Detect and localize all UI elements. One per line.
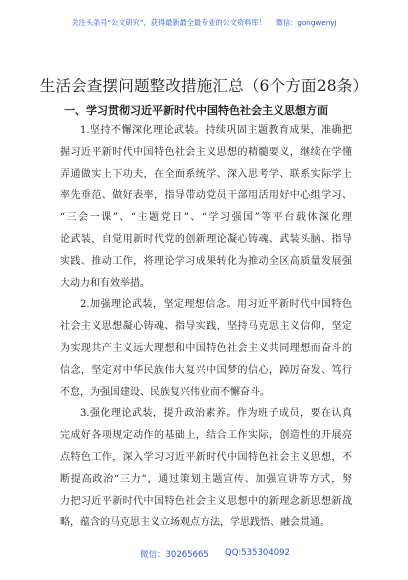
footer-wechat: 微信：30265665 bbox=[140, 550, 209, 560]
paragraph-line: 完成好各项规定动作的基础上，结合工作实际，创造性的开展亮 bbox=[60, 430, 352, 442]
paragraph-line: 断提高政治“三力”，通过策划主题宣传、加强宣讲等方式，努 bbox=[60, 473, 352, 485]
page-title: 生活会查摆问题整改措施汇总（6个方面28条） bbox=[39, 77, 369, 95]
paragraph-line: 为实现共产主义远大理想和中国特色社会主义共同理想而奋斗的 bbox=[60, 342, 352, 354]
paragraph-line: 不怠，为强国建设、民族复兴伟业而不懈奋斗。 bbox=[60, 386, 270, 398]
paragraph-line: 3.强化理论武装，提升政治素养。作为班子成员，要在认真 bbox=[80, 408, 352, 420]
paragraph-line: “三会一课”、“主题党日”、“学习强国”等平台载体深化理 bbox=[60, 212, 352, 224]
paragraph-line: 信念，坚定对中华民族伟大复兴中国梦的信心，踔厉奋发、笃行 bbox=[60, 364, 352, 376]
paragraph-line: 2.加强理论武装，坚定理想信念。用习近平新时代中国特色 bbox=[80, 299, 352, 311]
paragraph-line: 论武装，自觉用新时代党的创新理论凝心铸魂、武装头脑、指导 bbox=[60, 233, 352, 245]
paragraph-line: 力把习近平新时代中国特色社会主义思想中的新理念新思想新战 bbox=[60, 495, 352, 507]
paragraph-line: 实践、推动工作，将理论学习成果转化为推动全区高质量发展强 bbox=[60, 255, 352, 267]
paragraph-2 bbox=[60, 294, 352, 403]
header-banner-wechat: 微信：gongwenyj bbox=[275, 18, 337, 27]
paragraph-line: 点特色工作，深入学习习近平新时代中国特色社会主义思想，不 bbox=[60, 451, 352, 463]
header-banner bbox=[0, 18, 408, 28]
paragraph-line: 弄通做实上下功夫，在全面系统学、深入思考学、联系实际学上 bbox=[60, 168, 352, 180]
paragraph-line: 握习近平新时代中国特色社会主义思想的精髓要义，继续在学懂 bbox=[60, 146, 352, 158]
section-heading: 一、学习贯彻习近平新时代中国特色社会主义思想方面 bbox=[64, 104, 328, 117]
paragraph-line: 1.坚持不懈深化理论武装。持续巩固主题教育成果，准确把 bbox=[80, 125, 352, 136]
paragraph-line: 社会主义思想凝心铸魂、指导实践，坚持马克思主义信仰，坚定 bbox=[60, 321, 352, 333]
paragraph-line: 大动力和有效举措。 bbox=[60, 277, 150, 289]
paragraph-line: 略，蕴含的马克思主义立场观点方法，学思践悟、融会贯通。 bbox=[60, 517, 330, 529]
footer-qq: QQ:535304092 bbox=[225, 548, 290, 558]
paragraph-line: 率先垂范、做好表率，指导带动党员干部用活用好中心组学习、 bbox=[60, 190, 352, 202]
paragraph-1 bbox=[60, 120, 352, 294]
header-banner-text: 关注头条号“公文研究”，获得最新最全最专业的公文资料库！ bbox=[71, 18, 266, 27]
paragraph-3 bbox=[60, 403, 352, 534]
document-body bbox=[60, 120, 352, 534]
